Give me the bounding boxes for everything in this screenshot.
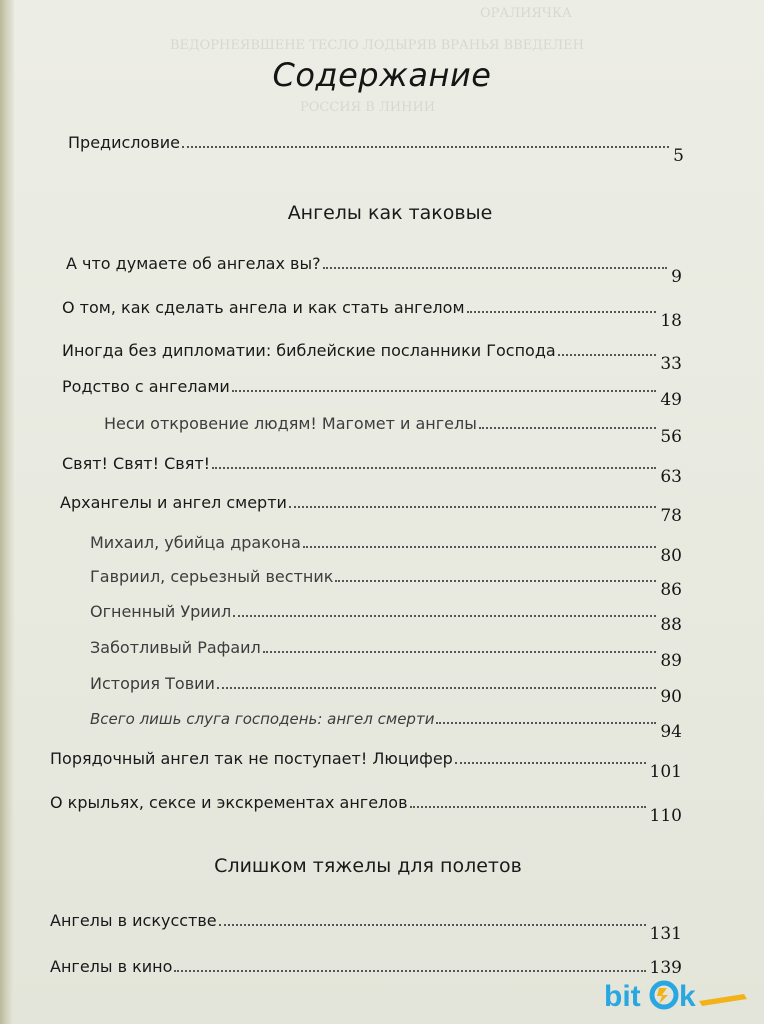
- toc-subentry[interactable]: [90, 566, 682, 600]
- toc-entry-page: 89: [660, 651, 682, 671]
- toc-subentry[interactable]: [90, 637, 682, 671]
- toc-entry-page: 49: [660, 390, 682, 410]
- dot-leader: [219, 924, 646, 926]
- toc-entry-title: Гавриил, серьезный вестник: [90, 567, 334, 586]
- bitok-watermark-logo: [604, 974, 754, 1014]
- dot-leader: [263, 651, 657, 653]
- toc-entry-title: Неси откровение людям! Магомет и ангелы: [104, 414, 477, 433]
- toc-entry-page: 56: [660, 427, 682, 447]
- dot-leader: [467, 311, 657, 313]
- dot-leader: [323, 267, 668, 269]
- dot-leader: [233, 615, 656, 617]
- toc-entry-page: 86: [660, 580, 682, 600]
- section-heading: Слишком тяжелы для полетов: [214, 855, 522, 877]
- toc-entry-title: Заботливый Рафаил: [90, 638, 261, 657]
- toc-entry-page: 9: [671, 267, 682, 287]
- dot-leader: [410, 806, 646, 808]
- toc-entry[interactable]: [68, 132, 684, 166]
- toc-entry[interactable]: [66, 253, 682, 287]
- toc-entry[interactable]: [50, 792, 682, 826]
- toc-entry-title: О крыльях, сексе и экскрементах ангелов: [50, 793, 408, 812]
- toc-entry-title: Архангелы и ангел смерти: [60, 493, 287, 512]
- toc-subentry[interactable]: [90, 532, 682, 566]
- toc-subentry[interactable]: [104, 413, 682, 447]
- toc-entry-title: Огненный Уриил: [90, 602, 232, 621]
- toc-entry[interactable]: [62, 297, 682, 331]
- toc-entry[interactable]: [62, 340, 682, 374]
- toc-entry[interactable]: [50, 748, 682, 782]
- toc-entry-page: 63: [660, 467, 682, 487]
- dot-leader: [182, 146, 669, 148]
- toc-subentry[interactable]: [90, 708, 682, 742]
- dot-leader: [558, 354, 657, 356]
- toc-entry-page: 131: [649, 924, 682, 944]
- toc-subentry[interactable]: [90, 673, 682, 707]
- dot-leader: [217, 687, 656, 689]
- toc-entry-title: Михаил, убийца дракона: [90, 533, 301, 552]
- dot-leader: [303, 546, 656, 548]
- page-title: Содержание: [272, 56, 492, 94]
- toc-entry-title: Порядочный ангел так не поступает! Люцифер: [50, 749, 453, 768]
- toc-entry[interactable]: [60, 492, 682, 526]
- toc-entry-page: 88: [660, 615, 682, 635]
- dot-leader: [232, 390, 657, 392]
- toc-entry-page: 33: [660, 354, 682, 374]
- toc-entry-page: 101: [649, 762, 682, 782]
- toc-entry-title: История Товии: [90, 674, 215, 693]
- toc-entry-page: 80: [660, 546, 682, 566]
- toc-entry-page: 90: [660, 687, 682, 707]
- toc-entry[interactable]: [62, 376, 682, 410]
- toc-entry-page: 110: [649, 806, 682, 826]
- toc-entry-title: Ангелы в кино: [50, 957, 173, 976]
- toc-entry-title: Предисловие: [68, 133, 180, 152]
- toc-entry[interactable]: [50, 956, 682, 976]
- dot-leader: [174, 970, 645, 972]
- toc-entry-page: 18: [660, 311, 682, 331]
- toc-entry-title: Иногда без дипломатии: библейские посланники Господа: [62, 341, 556, 360]
- toc-subentry[interactable]: [90, 601, 682, 635]
- toc-entry-page: 94: [660, 722, 682, 742]
- toc-entry[interactable]: [62, 453, 682, 487]
- toc-entry-page: 78: [660, 506, 682, 526]
- toc-entry-title: Родство с ангелами: [62, 377, 230, 396]
- toc-entry-title: Всего лишь слуга господень: ангел смерти: [90, 710, 435, 728]
- section-heading: Ангелы как таковые: [287, 202, 493, 224]
- dot-leader: [479, 427, 656, 429]
- dot-leader: [436, 722, 656, 724]
- watermark-bolt-icon: [657, 988, 668, 1004]
- toc-entry-title: Свят! Свят! Свят!: [62, 454, 211, 473]
- dot-leader: [212, 467, 656, 469]
- watermark-swoosh-icon: [699, 994, 747, 1006]
- toc-entry-title: А что думаете об ангелах вы?: [66, 254, 321, 273]
- toc-entry-title: Ангелы в искусстве: [50, 911, 217, 930]
- dot-leader: [335, 580, 656, 582]
- toc-entry-page: 139: [649, 958, 682, 978]
- toc-entry-page: 5: [673, 146, 684, 166]
- watermark-text: bit: [604, 980, 641, 1013]
- toc-entry-title: О том, как сделать ангела и как стать ангелом: [62, 298, 465, 317]
- dot-leader: [289, 506, 656, 508]
- dot-leader: [455, 762, 646, 764]
- toc-entry[interactable]: [50, 910, 682, 944]
- watermark-text-end: k: [679, 980, 696, 1013]
